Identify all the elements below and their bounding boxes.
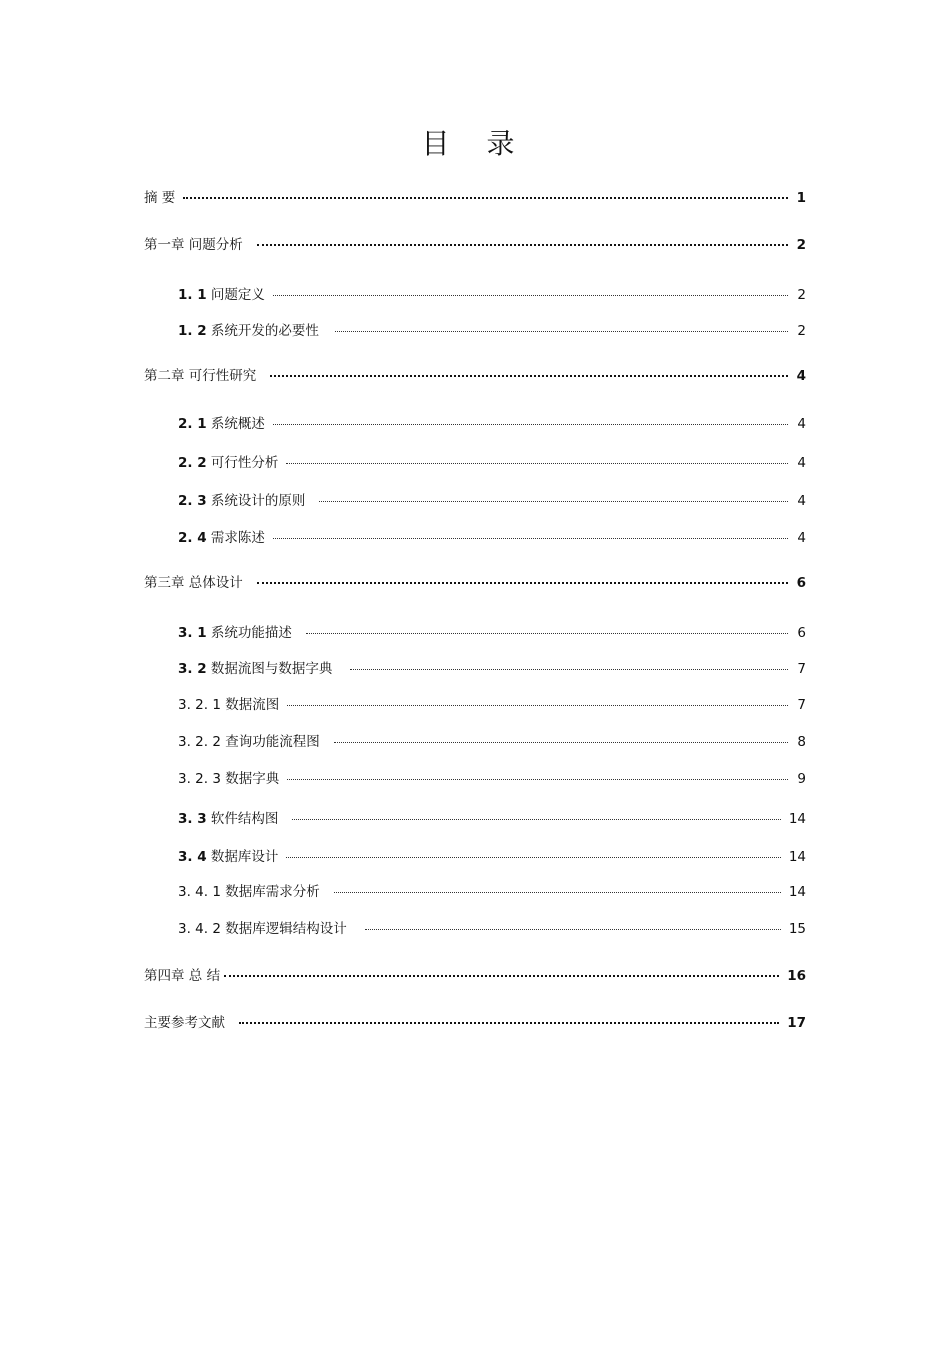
toc-page-number: 7 (797, 697, 806, 713)
toc-page-number: 9 (797, 771, 806, 787)
toc-entry-abstract[interactable] (144, 186, 806, 206)
dot-leader (365, 929, 781, 930)
toc-page-number: 17 (787, 1015, 806, 1031)
toc-entry-label: 系统开发的必要性 (210, 323, 319, 339)
dot-leader (287, 705, 788, 706)
toc-page-number: 14 (788, 884, 806, 900)
toc-entry-label: 第一章 问题分析 (144, 237, 243, 253)
section-number: 2. 1 (178, 416, 207, 432)
toc-entry-references[interactable] (144, 1011, 806, 1031)
dot-leader (273, 538, 788, 539)
section-number: 2. 2 (178, 455, 207, 471)
toc-entry-2-4[interactable] (178, 526, 806, 546)
dot-leader (319, 501, 788, 502)
toc-entry-label: 数据库需求分析 (225, 884, 320, 900)
dot-leader (306, 633, 788, 634)
section-number: 3. 2. 2 (178, 734, 221, 750)
dot-leader (287, 779, 788, 780)
toc-entry-label: 第四章 总 结 (144, 968, 221, 984)
dot-leader (224, 975, 779, 977)
dot-leader (335, 331, 788, 332)
toc-entry-label: 问题定义 (210, 287, 265, 303)
dot-leader (273, 424, 788, 425)
toc-entry-label: 软件结构图 (210, 811, 279, 827)
toc-entry-3-4-1[interactable] (178, 880, 806, 900)
toc-entry-label: 第二章 可行性研究 (144, 368, 257, 384)
toc-page-number: 1 (796, 190, 806, 206)
section-number: 3. 4. 1 (178, 884, 221, 900)
toc-entry-1-2[interactable] (178, 319, 806, 339)
dot-leader (286, 463, 788, 464)
dot-leader (270, 375, 788, 377)
toc-entry-label: 系统概述 (210, 416, 265, 432)
toc-page-number: 4 (797, 530, 806, 546)
toc-page-number: 4 (796, 368, 806, 384)
toc-entry-label: 主要参考文献 (144, 1015, 225, 1031)
section-number: 1. 2 (178, 323, 207, 339)
toc-entry-label: 查询功能流程图 (225, 734, 320, 750)
toc-page-number: 4 (797, 416, 806, 432)
section-number: 3. 2 (178, 661, 207, 677)
toc-entry-label: 第三章 总体设计 (144, 575, 243, 591)
toc-entry-3-2-2[interactable] (178, 730, 806, 750)
dot-leader (350, 669, 788, 670)
section-number: 3. 4 (178, 849, 207, 865)
toc-entry-label: 数据库设计 (210, 849, 279, 865)
toc-entry-chapter-1[interactable] (144, 233, 806, 253)
toc-entry-label: 可行性分析 (210, 455, 279, 471)
section-number: 3. 2. 3 (178, 771, 221, 787)
toc-entry-3-2-3[interactable] (178, 767, 806, 787)
toc-entry-label: 系统设计的原则 (210, 493, 306, 509)
toc-page-number: 16 (787, 968, 806, 984)
toc-page-number: 14 (788, 811, 806, 827)
dot-leader (334, 742, 788, 743)
dot-leader (286, 857, 780, 858)
toc-page-number: 8 (797, 734, 806, 750)
toc-entry-3-3[interactable] (178, 807, 806, 827)
toc-page-number: 2 (796, 237, 806, 253)
toc-page-number: 6 (797, 625, 806, 641)
toc-entry-3-4[interactable] (178, 845, 806, 865)
dot-leader (239, 1022, 779, 1024)
toc-entry-chapter-3[interactable] (144, 571, 806, 591)
toc-entry-chapter-2[interactable] (144, 364, 806, 384)
toc-entry-label: 数据字典 (225, 771, 280, 787)
toc-page-number: 4 (797, 493, 806, 509)
dot-leader (292, 819, 780, 820)
section-number: 3. 1 (178, 625, 207, 641)
toc-entry-label: 系统功能描述 (210, 625, 292, 641)
toc-page-number: 2 (797, 287, 806, 303)
section-number: 3. 4. 2 (178, 921, 221, 937)
toc-entry-label: 数据流图与数据字典 (210, 661, 333, 677)
dot-leader (183, 197, 788, 199)
toc-page-number: 2 (797, 323, 806, 339)
section-number: 1. 1 (178, 287, 207, 303)
toc-page-number: 14 (788, 849, 806, 865)
toc-entry-1-1[interactable] (178, 283, 806, 303)
toc-entry-label: 需求陈述 (210, 530, 265, 546)
toc-entry-label: 数据流图 (225, 697, 280, 713)
toc-page-number: 4 (797, 455, 806, 471)
dot-leader (334, 892, 781, 893)
toc-page-number: 6 (796, 575, 806, 591)
toc-entry-3-4-2[interactable] (178, 917, 806, 937)
dot-leader (257, 244, 788, 246)
section-number: 3. 2. 1 (178, 697, 221, 713)
page-title: 目 录 (421, 127, 529, 160)
dot-leader (273, 295, 788, 296)
dot-leader (257, 582, 788, 584)
toc-page-number: 15 (788, 921, 806, 937)
toc-entry-label: 摘 要 (144, 190, 176, 206)
section-number: 2. 3 (178, 493, 207, 509)
toc-entry-2-2[interactable] (178, 451, 806, 471)
toc-entry-3-1[interactable] (178, 621, 806, 641)
toc-entry-3-2-1[interactable] (178, 693, 806, 713)
section-number: 2. 4 (178, 530, 207, 546)
toc-entry-3-2[interactable] (178, 657, 806, 677)
toc-page-number: 7 (797, 661, 806, 677)
section-number: 3. 3 (178, 811, 207, 827)
toc-entry-label: 数据库逻辑结构设计 (225, 921, 347, 937)
toc-entry-2-1[interactable] (178, 412, 806, 432)
toc-entry-2-3[interactable] (178, 489, 806, 509)
toc-entry-chapter-4[interactable] (144, 964, 806, 984)
